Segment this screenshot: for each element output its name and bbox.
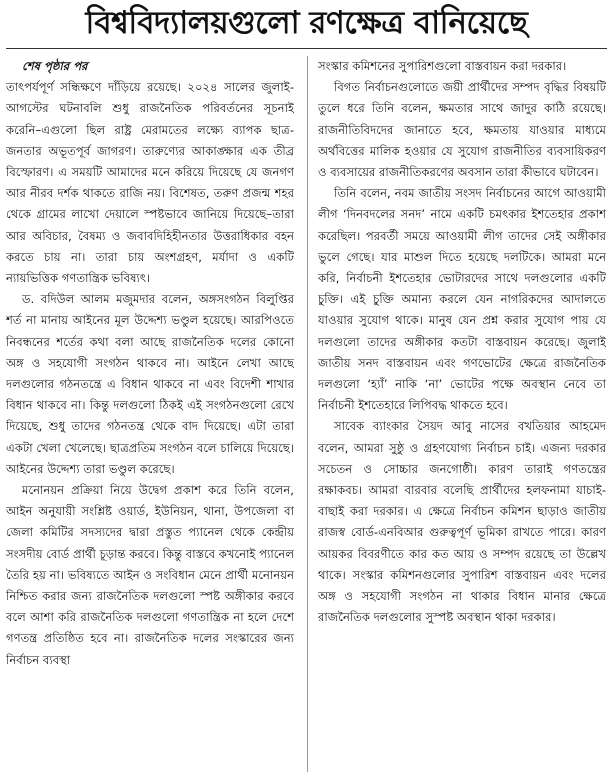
paragraph: ড. বদিউল আলম মজুমদার বলেন, অঙ্গসংগঠন বিলুপ্তির শর্ত না মানায় আইনের মূল উদ্দেশ্য ভণ্ডুল হয়েছে। আরপিওতে নিবন্ধনের শর্তের কথা বলা আছে রাজনৈতিক দলের কোনো অঙ্গ ও সহযোগী সংগঠন থাকবে না। আইনে লেখা আছে দলগুলোর গঠনতন্ত্রে এ বিধান থাকবে না এবং বিদেশী শাখার বিধান থাকবে না। কিন্তু দলগুলো ঠিকই এই সংগঠনগুলো রেখে দিয়েছে, শুধু তাদের গঠনতন্ত্র থেকে বাদ দিয়েছে। এটা তারা একটা খেলা খেলেছে। ছাত্রপ্রতিম সংগঠন বলে চালিয়ে দিয়েছে। আইনের উদ্দেশ্য তারা ভণ্ডুল করেছে। bbox=[6, 292, 294, 476]
headline: বিশ্ববিদ্যালয়গুলো রণক্ষেত্র বানিয়েছে bbox=[85, 5, 528, 41]
paragraph: সংস্কার কমিশনের সুপারিশগুলো বাস্তবায়ন করা দরকার। bbox=[318, 59, 567, 73]
right-column bbox=[318, 56, 606, 774]
paragraph: বিগত নির্বাচনগুলোতে জয়ী প্রার্থীদের সম্পদ বৃদ্ধির বিষয়টি তুলে ধরে তিনি বলেন, ক্ষমতার সাথে জাদুর কাঠি রয়েছে। রাজনীতিবিদদের জানাতে হবে, ক্ষমতায় যাওয়ার মাধ্যমে অর্থবিত্তের মালিক হওয়ার যে সুযোগ রাজনীতির ব্যবসায়িকরণ ও ব্যবসায়ের রাজনীতিকরণের অবসান তারা কীভাবে ঘটাবেন। bbox=[318, 80, 606, 180]
column-separator bbox=[307, 56, 308, 772]
left-column bbox=[6, 56, 294, 774]
paragraph: সাবেক ব্যাংকার সৈয়দ আবু নাসের বখতিয়ার আহমেদ বলেন, আমরা সুষ্ঠু ও গ্রহণযোগ্য নির্বাচন চাই। এজন্য দরকার সচেতন ও সোচ্চার জনগোষ্ঠী। কারণ তারাই গণতন্ত্রের রক্ষাকবচ। আমরা বারবার বলেছি প্রার্থীদের হলফনামা যাচাই-বাছাই করা দরকার। এ ক্ষেত্রে নির্বাচন কমিশন ছাড়াও জাতীয় রাজস্ব বোর্ড-এনবিআর গুরুত্বপূর্ণ ভূমিকা রাখতে পারে। কারণ আয়কর বিবরণীতে কার কত আয় ও সম্পদ রয়েছে তা উল্লেখ থাকে। সংস্কার কমিশনগুলোর সুপারিশ বাস্তবায়ন এবং দলের অঙ্গ ও সহযোগী সংগঠন না থাকার বিধান মানার ক্ষেত্রে রাজনৈতিক দলগুলোর সুস্পষ্ট অবস্থান থাকা দরকার। bbox=[318, 419, 606, 625]
headline-rule bbox=[6, 48, 607, 49]
paragraph: মনোনয়ন প্রক্রিয়া নিয়ে উদ্বেগ প্রকাশ করে তিনি বলেন, আইন অনুযায়ী সংশ্লিষ্ট ওয়ার্ড, ইউনিয়ন, থানা, উপজেলা বা জেলা কমিটির সদস্যদের দ্বারা প্রস্তুত প্যানেল থেকে কেন্দ্রীয় সংসদীয় বোর্ড প্রার্থী চূড়ান্ত করবে। কিন্তু বাস্তবে কখনোই প্যানেল তৈরি হয় না। ভবিষ্যতে আইন ও সংবিধান মেনে প্রার্থী মনোনয়ন নিশ্চিত করার জন্য রাজনৈতিক দলগুলো স্পষ্ট অঙ্গীকার করবে বলে আশা করি রাজনৈতিক দলগুলো গণতান্ত্রিক না হলে দেশে গণতন্ত্র প্রতিষ্ঠিত হবে না। রাজনৈতিক দলের সংস্কারের জন্য নির্বাচন ব্যবস্থা bbox=[6, 483, 294, 667]
paragraph: তাৎপর্যপূর্ণ সন্ধিক্ষণে দাঁড়িয়ে রয়েছে। ২০২৪ সালের জুলাই-আগস্টের ঘটনাবলি শুধু রাজনৈতিক পরিবর্তনের সূচনাই করেনি–এগুলো ছিল রাষ্ট্র মেরামতের লক্ষ্যে ব্যাপক ছাত্র-জনতার অভূতপূর্ব জাগরণ। তারুণ্যের আকাঙ্ক্ষার এক তীব্র বিস্ফোরণ। এ সময়টি আমাদের মনে করিয়ে দিয়েছে যে জনগণ আর নীরব দর্শক থাকতে রাজি নয়। বিশেষত, তরুণ প্রজন্ম শহর থেকে গ্রামের লাখো দেয়ালে স্পষ্টভাবে জানিয়ে দিয়েছে–তারা আর অবিচার, বৈষম্য ও জবাবদিহিহীনতার উত্তরাধিকার বহন করতে চায় না। তারা চায় অংশগ্রহণ, মর্যাদা ও একটি ন্যায়ভিত্তিক গণতান্ত্রিক ভবিষ্যৎ। bbox=[6, 80, 294, 286]
paragraph: তিনি বলেন, নবম জাতীয় সংসদ নির্বাচনের আগে আওয়ামী লীগ ‘দিনবদলের সনদ’ নামে একটি চমৎকার ইশতেহার প্রকাশ করেছিল। পরবর্তী সময়ে আওয়ামী লীগ তাদের সেই অঙ্গীকার ভুলে গেছে। যার মাশুল দিতে হয়েছে দলটিকে। আমরা মনে করি, নির্বাচনী ইশতেহার ভোটারদের সাথে দলগুলোর একটি চুক্তি। এই চুক্তি অমান্য করলে যেন নাগরিকদের আদালতে যাওয়ার সুযোগ থাকে। মানুষ যেন প্রশ্ন করার সুযোগ পায় যে দলগুলো তাদের অঙ্গীকার কতটা বাস্তবায়ন করেছে। জুলাই জাতীয় সনদ বাস্তবায়ন এবং গণভোটের ক্ষেত্রে রাজনৈতিক দলগুলো ‘হ্যাঁ’ নাকি ‘না’ ভোটের পক্ষে অবস্থান নেবে তা নির্বাচনী ইশতেহারে লিপিবদ্ধ থাকতে হবে। bbox=[318, 186, 606, 413]
continued-label: শেষ পৃষ্ঠার পর bbox=[22, 59, 88, 73]
